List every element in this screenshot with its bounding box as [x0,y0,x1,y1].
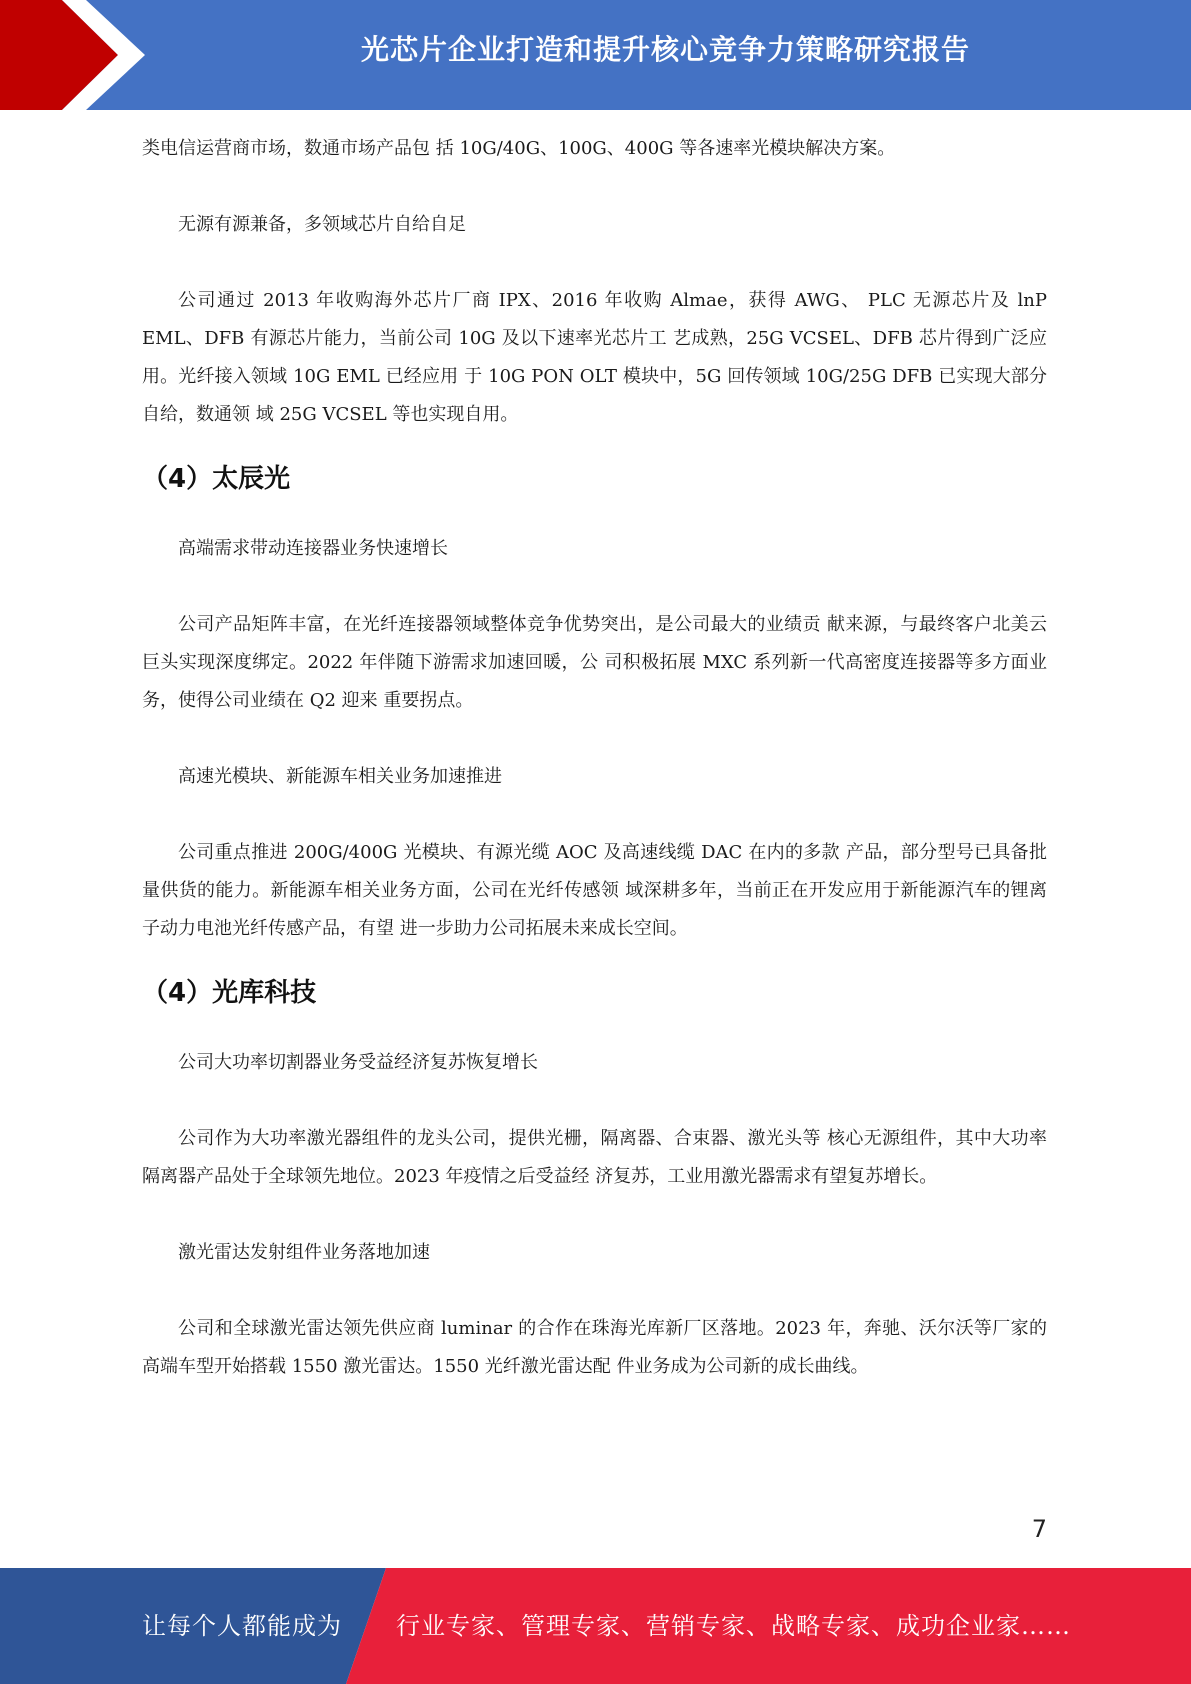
subheading: 高速光模块、新能源车相关业务加速推进 [178,766,502,787]
paragraph: 公司重点推进 200G/400G 光模块、有源光缆 AOC 及高速线缆 DAC 在内的多款 产品，部分型号已具备批量供货的能力。新能源车相关业务方面，公司在光纤传感领 域深耕多年，当前正在开发应用于新能源汽车的锂离子动力电池光纤传感产品，有望 进一步助力公司拓展未来成长空间。 [142,842,1047,939]
paragraph: 公司通过 2013 年收购海外芯片厂商 IPX、2016 年收购 Almae，获得 AWG、 PLC 无源芯片及 lnP EML、DFB 有源芯片能力，当前公司 10G 及以下速率光芯片工 艺成熟，25G VCSEL、DFB 芯片得到广泛应用。光纤接入领域 10G EML 已经应用 于 10G PON OLT 模块中，5G 回传领域 10G/25G DFB 已实现大部分自给，数通领 域 25G VCSEL 等也实现自用。 [142,290,1047,425]
page-footer [0,1568,1191,1684]
subheading: 无源有源兼备，多领域芯片自给自足 [178,214,466,235]
paragraph: 公司和全球激光雷达领先供应商 luminar 的合作在珠海光库新厂区落地。2023 年，奔驰、沃尔沃等厂家的高端车型开始搭载 1550 激光雷达。1550 光纤激光雷达配 件业务成为公司新的成长曲线。 [142,1318,1047,1377]
page-header [0,0,1191,110]
paragraph: 公司产品矩阵丰富，在光纤连接器领域整体竞争优势突出，是公司最大的业绩贡 献来源，与最终客户北美云巨头实现深度绑定。2022 年伴随下游需求加速回暖，公 司积极拓展 MXC 系列新一代高密度连接器等多方面业务，使得公司业绩在 Q2 迎来 重要拐点。 [142,614,1047,711]
header-chevron-icon [0,0,160,110]
subheading: 高端需求带动连接器业务快速增长 [178,538,448,559]
subheading: 公司大功率切割器业务受益经济复苏恢复增长 [178,1052,538,1073]
section-title: （4）光库科技 [142,978,317,1008]
paragraph: 公司作为大功率激光器组件的龙头公司，提供光栅，隔离器、合束器、激光头等 核心无源组件，其中大功率隔离器产品处于全球领先地位。2023 年疫情之后受益经 济复苏，工业用激光器需求有望复苏增长。 [142,1128,1047,1187]
footer-slogan-left: 让每个人都能成为 [142,1612,342,1640]
subheading: 激光雷达发射组件业务落地加速 [178,1242,430,1263]
footer-slogan-right: 行业专家、管理专家、营销专家、战略专家、成功企业家…… [396,1612,1071,1640]
section-title: （4）太辰光 [142,464,291,494]
header-title: 光芯片企业打造和提升核心竞争力策略研究报告 [360,33,970,66]
document-body [142,130,1047,1386]
paragraph: 类电信运营商市场，数通市场产品包 括 10G/40G、100G、400G 等各速率光模块解决方案。 [142,138,896,159]
page-number: 7 [1031,1515,1047,1543]
